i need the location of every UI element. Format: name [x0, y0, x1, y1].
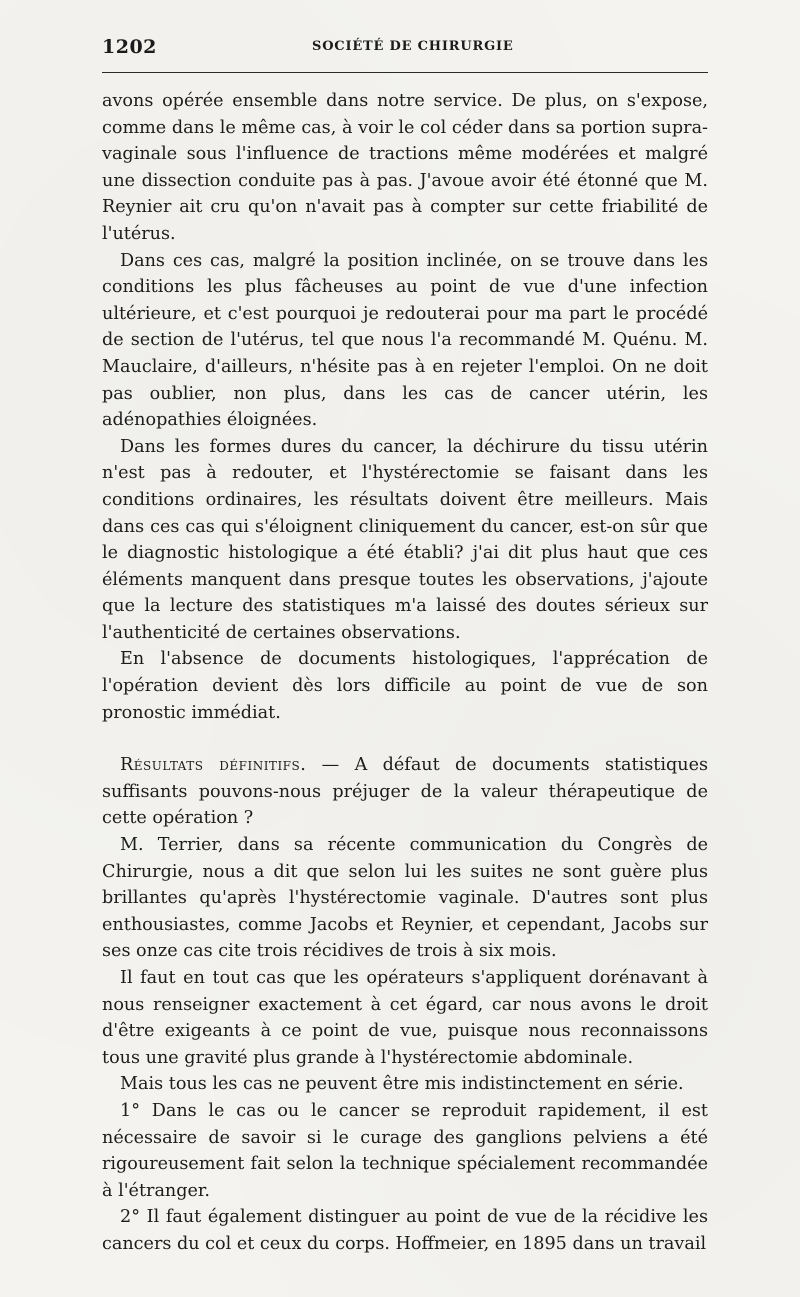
section-lead-text: — A défaut de documents statistiques suffisants pouvons-nous préjuger de la valeur thérapeutique de cette opération ? — [102, 755, 709, 829]
paragraph-point-1: 1° Dans le cas ou le cancer se reproduit rapidement, il est nécessaire de savoir si le curage des ganglions pelviens a été rigoureusement fait selon la technique spécialement recommandée à l'étranger. — [102, 1100, 708, 1201]
header-rule — [102, 72, 708, 73]
body-text — [102, 88, 708, 1258]
paragraph-terrier: M. Terrier, dans sa récente communication du Congrès de Chirurgie, nous a dit que selon lui les suites ne sont guère plus brillantes qu'après l'hystérectomie vaginale. D'autres sont plus enthousiastes, comme Jacobs et Reynier, et cependant, Jacobs sur ses onze cas cite trois récidives de trois à six mois. — [102, 835, 708, 962]
paragraph-4: En l'absence de documents histologiques, l'apprécation de l'opération devient dès lors difficile au point de vue de son pronostic immédiat. — [102, 649, 708, 723]
running-head — [102, 36, 708, 60]
paragraph-operateurs: Il faut en tout cas que les opérateurs s'appliquent dorénavant à nous renseigner exactement à cet égard, car nous avons le droit d'être exigeants à ce point de vue, puisque nous reconnaissons tous une gravité plus grande à l'hystérectomie abdominale. — [102, 968, 708, 1068]
paragraph-point-2: 2° Il faut également distinguer au point de vue de la récidive les cancers du col et ceux du corps. Hoffmeier, en 1895 dans un travail — [102, 1207, 708, 1254]
section-heading: Résultats définitifs. — [120, 755, 307, 776]
paragraph-serie: Mais tous les cas ne peuvent être mis indistinctement en série. — [120, 1074, 684, 1095]
section-gap — [102, 726, 708, 752]
page-number: 1202 — [102, 36, 157, 58]
paragraph-3: Dans les formes dures du cancer, la déchirure du tissu utérin n'est pas à redouter, et l'hystérectomie se faisant dans les conditions ordinaires, les résultats doivent être meilleurs. Mais dans ces cas qui s'éloignent cliniquement du cancer, est-on sûr que le diagnostic histologique a été établi? j'ai dit plus haut que ces éléments manquent dans presque toutes les observations, j'ajoute que la lecture des statistiques m'a laissé des doutes sérieux sur l'authenticité de certaines observations. — [102, 436, 708, 643]
running-title: SOCIÉTÉ DE CHIRURGIE — [312, 39, 514, 54]
paragraph-2: Dans ces cas, malgré la position inclinée, on se trouve dans les conditions les plus fâcheuses au point de vue d'une infection ultérieure, et c'est pourquoi je redouterai pour ma part le procédé de section de l'utérus, tel que nous l'a recommandé M. Quénu. M. Mauclaire, d'ailleurs, n'hésite pas à en rejeter l'emploi. On ne doit pas oublier, non plus, dans les cas de cancer utérin, les adénopathies éloignées. — [102, 250, 708, 431]
section-lead-paragraph — [102, 752, 708, 832]
paragraph-1: avons opérée ensemble dans notre service. De plus, on s'expose, comme dans le même cas, à voir le col céder dans sa portion supra-vaginale sous l'influence de tractions même modérées et malgré une dissection conduite pas à pas. J'avoue avoir été étonné que M. Reynier ait cru qu'on n'avait pas à compter sur cette friabilité de l'utérus. — [102, 91, 708, 244]
